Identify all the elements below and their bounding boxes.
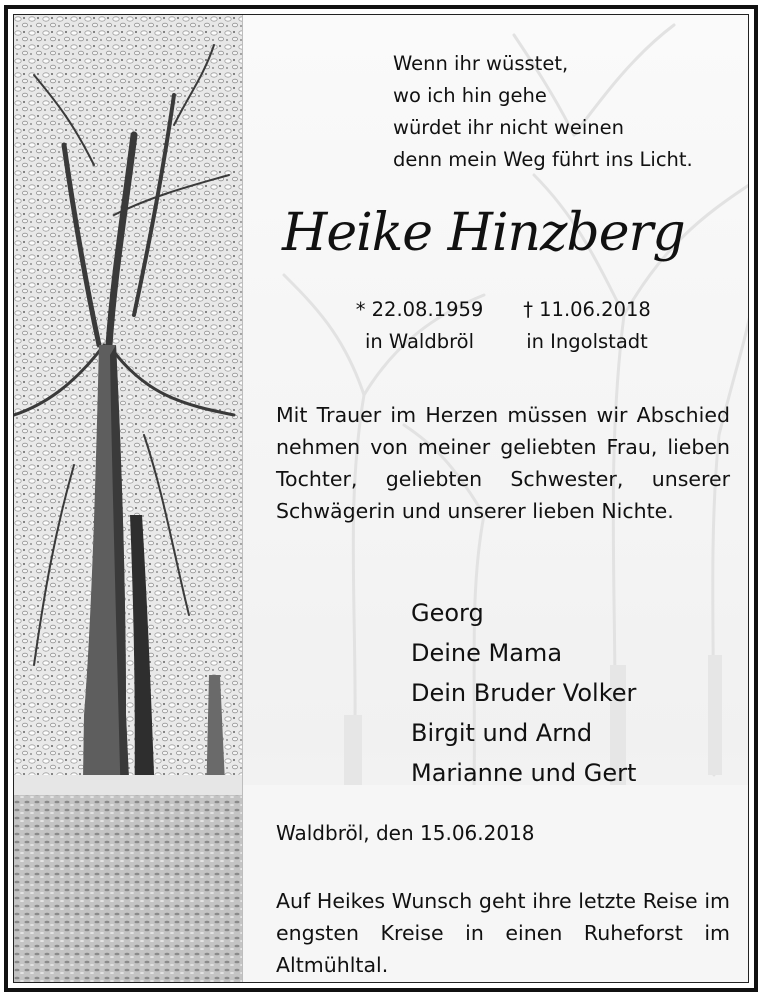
mourners-list	[411, 593, 636, 793]
death-place: in Ingolstadt	[526, 330, 648, 353]
place-and-date: Waldbröl, den 15.06.2018	[276, 821, 535, 845]
poem-line: Wenn ihr wüsstet,	[393, 52, 569, 75]
birth-place: in Waldbröl	[364, 330, 475, 353]
poem-line: wo ich hin gehe	[393, 84, 547, 107]
death-info	[512, 294, 662, 358]
mourner: Birgit und Arnd	[411, 719, 593, 747]
obituary-frame	[4, 5, 758, 992]
mourner: Marianne und Gert	[411, 759, 637, 787]
funeral-wish: Auf Heikes Wunsch geht ihre letzte Reise im engsten Kreise in einen Ruheforst im Altmühltal.	[276, 889, 730, 977]
mourning-message: Mit Trauer im Herzen müssen wir Abschied nehmen von meiner geliebten Frau, lieben Tochter, geliebten Schwester, unserer Schwägerin und unserer lieben Nichte.	[276, 403, 730, 523]
mourner: Deine Mama	[411, 639, 563, 667]
birth-info	[352, 294, 487, 358]
poem-line: denn mein Weg führt ins Licht.	[393, 148, 693, 171]
deceased-name: Heike Hinzberg	[282, 203, 685, 263]
poem-line: würdet ihr nicht weinen	[393, 116, 624, 139]
birth-date: * 22.08.1959	[355, 298, 484, 321]
death-date: † 11.06.2018	[523, 298, 651, 321]
mourner: Dein Bruder Volker	[411, 679, 637, 707]
mourner: Georg	[411, 599, 484, 627]
poem	[393, 48, 693, 176]
obituary-panel	[13, 14, 749, 983]
